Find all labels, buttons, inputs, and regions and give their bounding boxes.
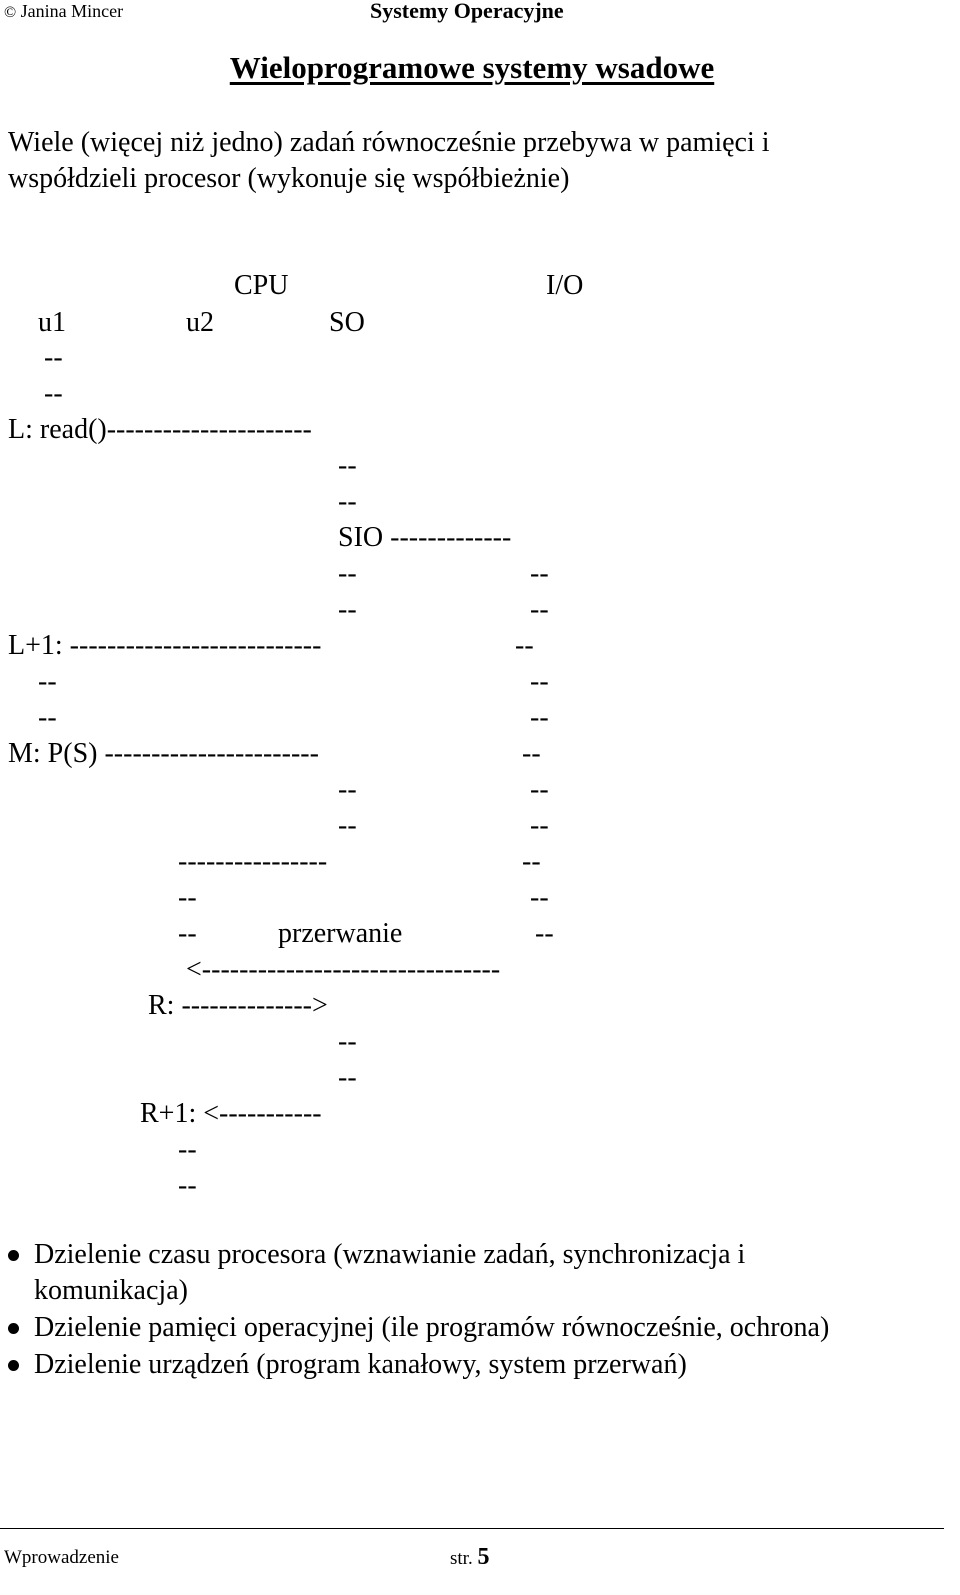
dash-mark: -- <box>44 342 63 373</box>
dash-mark: -- <box>338 1026 357 1057</box>
interrupt-arrow: <-------------------------------- <box>186 954 501 985</box>
dash-mark: -- <box>338 810 357 841</box>
line-r: R: --------------> <box>148 990 328 1021</box>
dash-mark: -- <box>530 666 549 697</box>
dash-mark: -- <box>338 594 357 625</box>
page-title: Wieloprogramowe systemy wsadowe <box>229 50 715 85</box>
dash-mark: -- <box>178 1170 197 1201</box>
io-label: I/O <box>546 270 584 301</box>
footer-divider <box>0 1528 944 1529</box>
dash-line: ---------------- <box>178 846 328 877</box>
dash-mark: -- <box>535 918 554 949</box>
page-label: str. <box>450 1548 473 1569</box>
footer-page <box>450 1545 489 1569</box>
intro-line-2: współdzieli procesor (wykonuje się współbieżnie) <box>8 163 570 194</box>
list-item-text: Dzielenie pamięci operacyjnej (ile programów równocześnie, ochrona) <box>34 1312 830 1343</box>
line-r1: R+1: <----------- <box>140 1098 322 1129</box>
dash-mark: -- <box>338 774 357 805</box>
dash-mark: -- <box>530 810 549 841</box>
line-l1: L+1: --------------------------- <box>8 630 322 661</box>
dash-mark: -- <box>178 918 197 949</box>
dash-mark: -- <box>522 846 541 877</box>
dash-mark: -- <box>338 1062 357 1093</box>
author-name: Janina Mincer <box>20 1 124 21</box>
list-item <box>8 1349 687 1463</box>
header-author <box>4 2 123 21</box>
dash-mark: -- <box>530 594 549 625</box>
u1-label: u1 <box>38 307 66 338</box>
dash-mark: -- <box>44 378 63 409</box>
bullet-icon <box>8 1250 19 1261</box>
header-course: Systemy Operacyjne <box>370 0 564 23</box>
dash-mark: -- <box>530 702 549 733</box>
dash-mark: -- <box>178 882 197 913</box>
dash-mark: -- <box>38 702 57 733</box>
copyright-icon: © <box>4 4 17 21</box>
dash-mark: -- <box>338 450 357 481</box>
u2-label: u2 <box>186 307 214 338</box>
dash-mark: -- <box>530 882 549 913</box>
dash-mark: -- <box>530 774 549 805</box>
footer-section: Wprowadzenie <box>4 1547 119 1568</box>
dash-mark: -- <box>178 1134 197 1165</box>
so-label: SO <box>329 307 365 338</box>
dash-mark: -- <box>338 486 357 517</box>
line-m-ps: M: P(S) ----------------------- <box>8 738 319 769</box>
list-item-text: Dzielenie urządzeń (program kanałowy, system przerwań) <box>34 1349 687 1380</box>
dash-mark: -- <box>338 558 357 589</box>
dash-mark: -- <box>522 738 541 769</box>
dash-mark: -- <box>38 666 57 697</box>
dash-mark: -- <box>530 558 549 589</box>
cpu-label: CPU <box>234 270 289 301</box>
intro-line-1: Wiele (więcej niż jedno) zadań równocześnie przebywa w pamięci i <box>8 127 770 158</box>
line-l-read: L: read()---------------------- <box>8 414 312 445</box>
page-number: 5 <box>477 1544 490 1570</box>
sio-line: SIO ------------- <box>338 522 512 553</box>
dash-mark: -- <box>515 630 534 661</box>
list-item-text: Dzielenie czasu procesora (wznawianie zadań, synchronizacja i <box>34 1239 746 1270</box>
bullet-icon <box>8 1360 19 1371</box>
przerwanie-label: przerwanie <box>278 918 403 949</box>
bullet-icon <box>8 1323 19 1334</box>
list-item-text: komunikacja) <box>34 1275 188 1306</box>
